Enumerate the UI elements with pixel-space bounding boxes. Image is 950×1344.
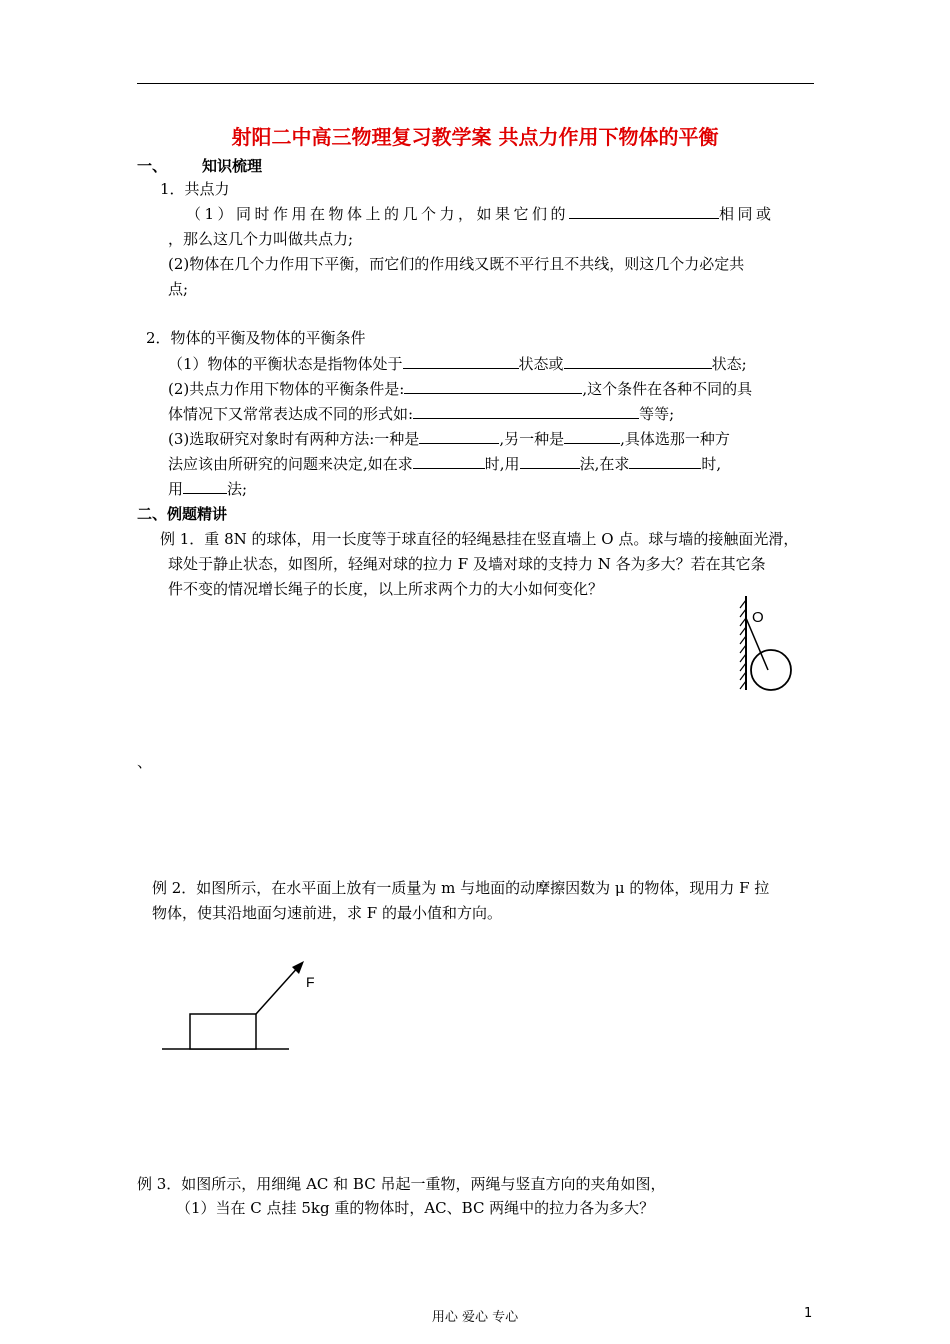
blank-10 [629, 454, 701, 469]
item1-label: 1．共点力 [160, 180, 230, 198]
item1-p1c: ，那么这几个力叫做共点力; [168, 230, 354, 248]
item2-p3f: 法,在求 [579, 455, 630, 473]
ex2-line-1: 例 2．如图所示，在水平面上放有一质量为 m 与地面的动摩擦因数为 μ 的物体，现用力 F 拉 [152, 879, 770, 897]
page-title: 射阳二中高三物理复习教学案 共点力作用下物体的平衡 [231, 125, 719, 149]
figure-ball-on-wall [730, 590, 800, 700]
fig2-label-f: F [306, 974, 315, 990]
item2-p2c: 体情况下又常常表达成不同的形式如: [168, 405, 414, 423]
item2-p1c: 状态; [711, 355, 747, 373]
item2-p3 [168, 428, 730, 449]
blank-2 [403, 354, 519, 369]
section2-heading: 二、例题精讲 [137, 505, 228, 523]
item2-p3-end [168, 478, 247, 499]
ex3-line-1: 例 3．如图所示，用细绳 AC 和 BC 吊起一重物，两绳与竖直方向的夹角如图， [137, 1175, 666, 1193]
blank-5 [413, 404, 639, 419]
item2-p2d: 等等; [639, 405, 675, 423]
item2-p3a: (3)选取研究对象时有两种方法:一种是 [168, 430, 420, 448]
item1-p2b: 点; [168, 280, 189, 298]
section1-heading: 知识梳理 [202, 157, 263, 175]
item2-p1a: （1）物体的平衡状态是指物体处于 [168, 355, 403, 373]
page-number: 1 [804, 1306, 813, 1321]
ex1-line-3: 件不变的情况增长绳子的长度，以上所求两个力的大小如何变化？ [168, 580, 604, 598]
item2-p2 [168, 378, 752, 399]
item2-p3d: 法应该由所研究的问题来决定,如在求 [168, 455, 413, 473]
item2-p3h: 用 [168, 480, 184, 498]
footer-text: 用心 爱心 专心 [431, 1310, 519, 1325]
item2-p1 [168, 353, 747, 374]
ex3-line-2: （1）当在 C 点挂 5kg 重的物体时，AC、BC 两绳中的拉力各为多大？ [176, 1199, 655, 1217]
item1-p1 [186, 203, 775, 224]
ex1-line-1: 例 1．重 8N 的球体，用一长度等于球直径的轻绳悬挂在竖直墙上 O 点。球与墙的接触面光滑， [160, 530, 799, 548]
stray-mark: 、 [137, 753, 153, 771]
item1-p2a: (2)物体在几个力作用下平衡，而它们的作用线又既不平行且不共线，则这几个力必定共 [168, 255, 745, 273]
figure-block-with-force [160, 955, 315, 1055]
blank-4 [404, 379, 582, 394]
item2-p2b: ,这个条件在各种不同的具 [582, 380, 753, 398]
header-rule [137, 83, 814, 84]
item2-p1b: 状态或 [518, 355, 564, 373]
ex2-line-2: 物体，使其沿地面匀速前进，求 F 的最小值和方向。 [152, 904, 502, 922]
blank-11 [183, 479, 227, 494]
item2-p3i: 法; [227, 480, 248, 498]
item1-p1a: （1）同时作用在物体上的几个力，如果它们的 [186, 205, 570, 223]
item1-p1b: 相同或 [719, 205, 775, 223]
item2-p3c: ,具体选那一种方 [620, 430, 730, 448]
item2-label: 2．物体的平衡及物体的平衡条件 [146, 329, 366, 347]
item2-p3g: 时, [701, 455, 722, 473]
blank-7 [564, 429, 620, 444]
blank-3 [564, 354, 712, 369]
item2-p3e: 时,用 [484, 455, 520, 473]
ex1-line-2: 球处于静止状态，如图所，轻绳对球的拉力 F 及墙对球的支持力 N 各为多大？若在其它条 [168, 555, 766, 573]
blank-6 [419, 429, 499, 444]
fig1-label-o: O [752, 609, 764, 626]
item2-p2-cont [168, 403, 674, 424]
item2-p3b: ,另一种是 [499, 430, 565, 448]
item2-p3-cont [168, 453, 721, 474]
blank-8 [413, 454, 485, 469]
section1-number: 一、 [137, 157, 168, 175]
blank-9 [520, 454, 580, 469]
item2-p2a: (2)共点力作用下物体的平衡条件是: [168, 380, 405, 398]
blank-1 [569, 204, 719, 219]
